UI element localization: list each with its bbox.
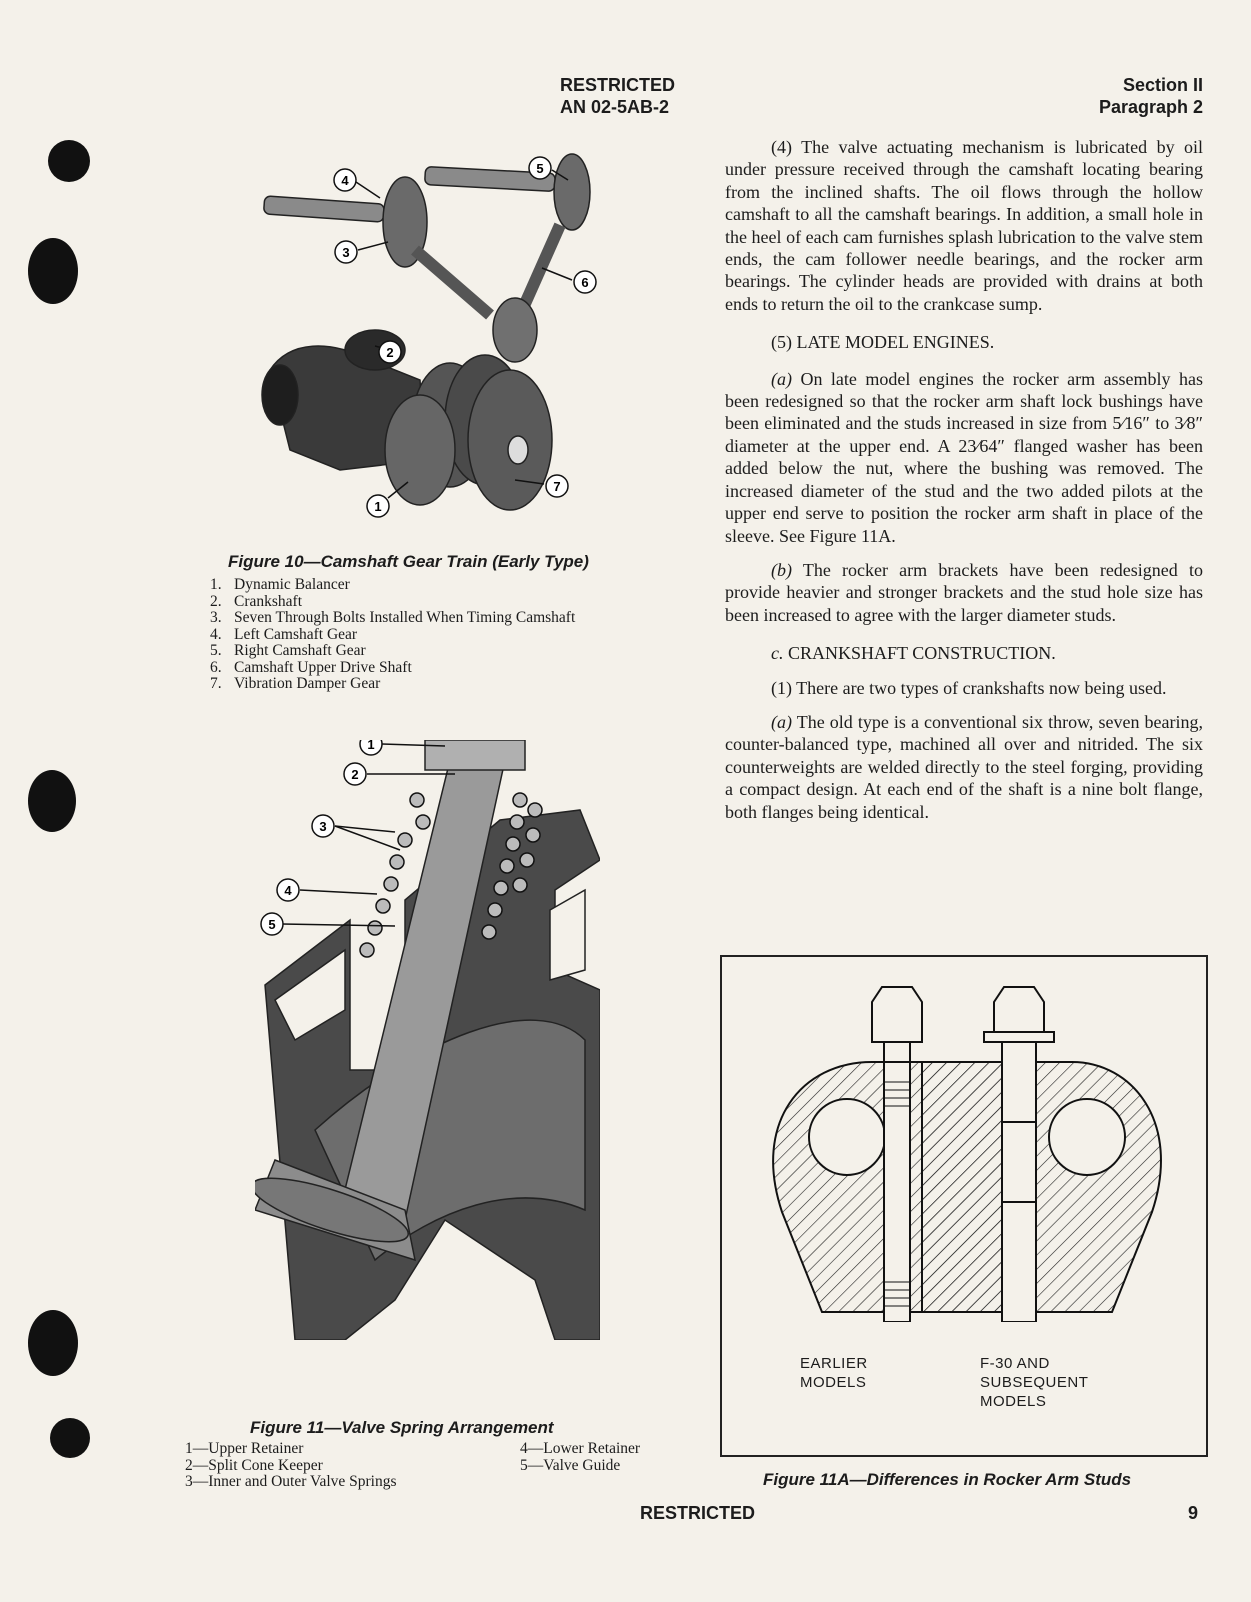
figure11-title: Figure 11—Valve Spring Arrangement xyxy=(250,1418,554,1437)
header-section: Section II xyxy=(1122,75,1203,95)
caption-item: 3. Seven Through Bolts Installed When Timing Camshaft xyxy=(210,609,576,626)
figure11-illustration xyxy=(255,740,600,1340)
caption-item: 5—Valve Guide xyxy=(520,1456,621,1474)
fig11-callout: 2 xyxy=(351,767,359,782)
figure11a-label-left: EARLIER MODELS xyxy=(800,1355,868,1391)
figure11a-frame xyxy=(720,955,1208,1457)
page-header-center xyxy=(560,74,820,118)
binder-hole xyxy=(48,140,90,182)
caption-item: 4—Lower Retainer xyxy=(520,1440,641,1457)
heading-late-model: (5) LATE MODEL ENGINES. xyxy=(771,332,995,353)
page-header-right xyxy=(1099,74,1203,118)
right-column-text xyxy=(725,136,1203,823)
binder-hole xyxy=(50,1418,90,1458)
figure11a-label-right: F-30 AND SUBSEQUENT MODELS xyxy=(980,1355,1089,1410)
paragraph-c1: (1) There are two types of crankshafts now being used. xyxy=(771,677,1167,698)
figure11-caption-left xyxy=(185,1441,445,1491)
header-paragraph: Paragraph 2 xyxy=(1098,97,1203,117)
caption-item: 2. Crankshaft xyxy=(210,592,303,610)
binder-hole xyxy=(28,238,78,304)
caption-item: 3—Inner and Outer Valve Springs xyxy=(185,1473,397,1490)
fig11-callout: 5 xyxy=(268,917,276,932)
header-classification: RESTRICTED xyxy=(560,75,676,95)
heading-crankshaft: c. CRANKSHAFT CONSTRUCTION. xyxy=(771,643,1056,664)
figure10-illustration xyxy=(250,150,620,530)
fig10-callout: 2 xyxy=(386,345,394,360)
fig10-callout: 5 xyxy=(536,161,544,176)
caption-item: 7. Vibration Damper Gear xyxy=(210,675,381,692)
caption-item: 1. Dynamic Balancer xyxy=(210,576,350,593)
fig11-callout: 4 xyxy=(284,883,292,898)
caption-item: 6. Camshaft Upper Drive Shaft xyxy=(210,658,412,676)
footer-classification: RESTRICTED xyxy=(640,1503,756,1523)
figure11-caption-right xyxy=(520,1441,700,1474)
caption-item: 1—Upper Retainer xyxy=(185,1440,304,1457)
fig11-callout: 1 xyxy=(367,740,375,752)
binder-hole xyxy=(28,1310,78,1376)
page-number: 9 xyxy=(1188,1503,1199,1523)
figure11a-drawing xyxy=(772,982,1162,1322)
binder-hole xyxy=(28,770,76,832)
paragraph-5b: (b) The rocker arm brackets have been redesigned to provide heavier and stronger brackets and the stud hole size has been increased to agree with the larger diameter studs. xyxy=(725,559,1203,625)
paragraph-4: (4) The valve actuating mechanism is lubricated by oil under pressure received through the camshaft locating bearing from the inclined shafts. The oil flows through the hollow camshaft to all the camshaft bearings. In addition, a small hole in the heel of each cam furnishes splash lubrication to the valve stem ends, the cam follower needle bearings, and the rocker arm bearings. The cylinder heads are provided with drains at both ends to return the oil to the crankcase sump. xyxy=(725,137,1203,314)
figure10-title: Figure 10—Camshaft Gear Train (Early Type) xyxy=(228,552,589,571)
fig10-callout: 1 xyxy=(374,499,382,514)
paragraph-ca: (a) The old type is a conventional six throw, seven bearing, counter-balanced type, machined all over and nitrided. The six counterweights are welded directly to the steel forging, providing a compact design. At each end of the shaft is a nine bolt flange, both flanges being identical. xyxy=(725,711,1203,822)
fig11-callout: 3 xyxy=(319,819,327,834)
fig10-callout: 6 xyxy=(581,275,589,290)
header-doc-number: AN 02-5AB-2 xyxy=(560,97,670,117)
caption-item: 5. Right Camshaft Gear xyxy=(210,642,366,659)
figure10-caption-list xyxy=(210,577,660,693)
caption-item: 4. Left Camshaft Gear xyxy=(210,625,358,643)
fig10-callout: 7 xyxy=(553,479,561,494)
caption-item: 2—Split Cone Keeper xyxy=(185,1456,323,1474)
paragraph-5a: (a) On late model engines the rocker arm assembly has been redesigned so that the rocker arm shaft lock bushings have been eliminated and the studs increased in size from 5⁄16″ to 3⁄8″ diameter at the upper end. A 23⁄64″ flanged washer has been added below the nut, where the bushing was removed. The increased diameter of the stud and the two added pilots at the upper end serve to position the rocker arm shaft in place of the sleeve. See Figure 11A. xyxy=(725,368,1204,546)
fig10-callout: 4 xyxy=(341,173,349,188)
fig10-callout: 3 xyxy=(342,245,350,260)
figure11a-title: Figure 11A—Differences in Rocker Arm Studs xyxy=(763,1470,1132,1489)
